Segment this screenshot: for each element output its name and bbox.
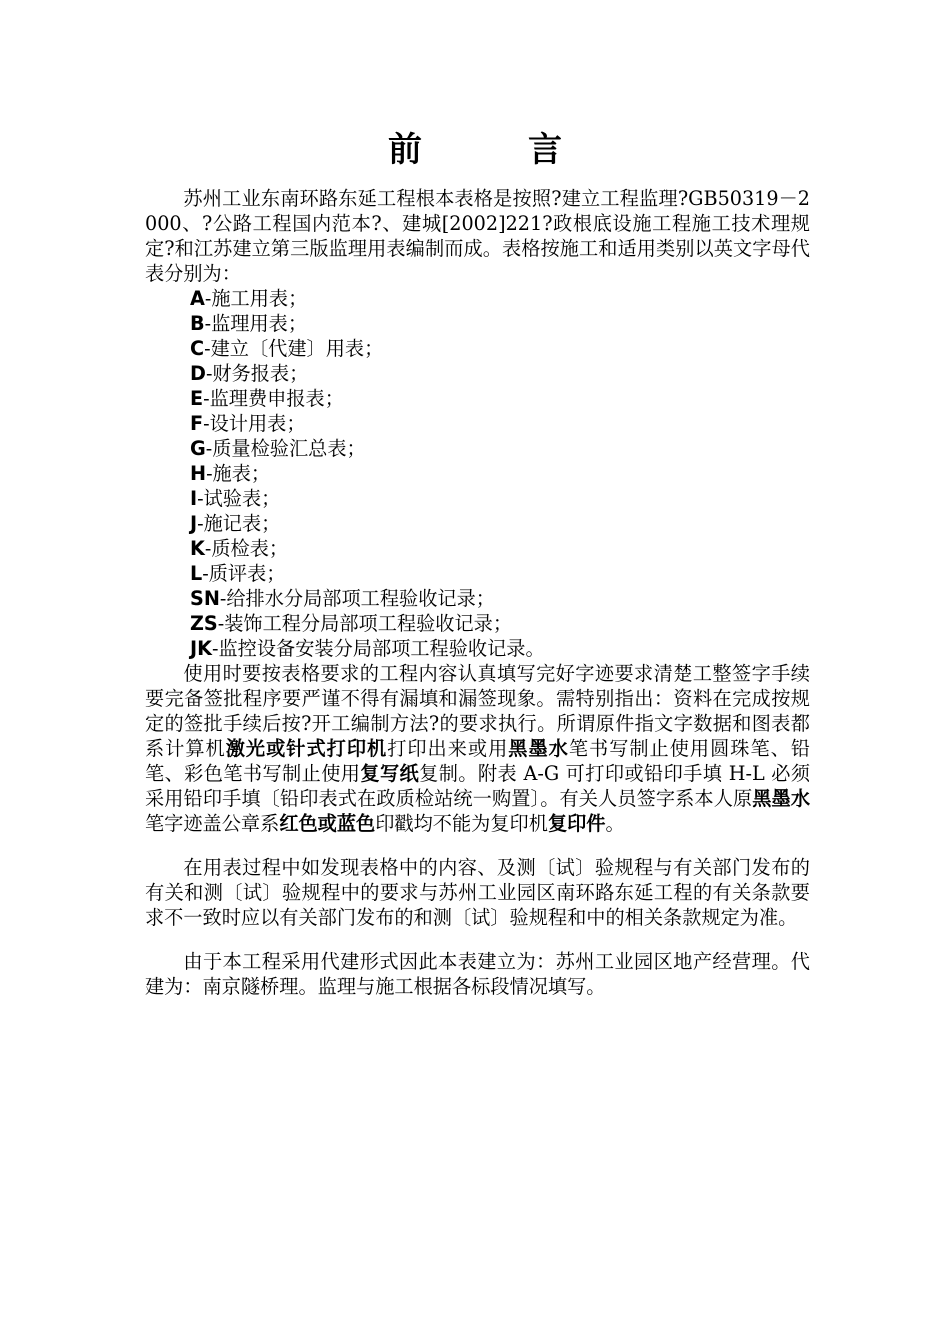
category-code: I [190, 487, 198, 510]
list-item [190, 536, 810, 561]
category-code: A [190, 287, 205, 310]
list-item [190, 461, 810, 486]
usage-text: 复制。附表 A-G 可打印或铅印手填 H-L 必须采用铅印手填〔铅印表式在政质检站统一购置〕。有关人员签字系本人原 [145, 762, 811, 810]
category-code: E [190, 387, 204, 410]
category-list [145, 286, 810, 661]
list-item [190, 586, 810, 611]
category-code: K [190, 537, 205, 560]
category-code: H [190, 462, 207, 485]
category-label: -施记表； [197, 512, 281, 535]
list-item [190, 286, 810, 311]
intro-paragraph: 苏州工业东南环路东延工程根本表格是按照?建立工程监理?GB50319－2000、?公路工程国内范本?、建城[2002]221?政根底设施工程施工技术理规定?和江苏建立第三版监理用表编制而成。表格按施工和适用类别以英文字母代表分别为： [145, 187, 810, 285]
usage-emphasis: 复印件 [547, 812, 606, 835]
list-item [190, 511, 810, 536]
category-code: G [190, 437, 206, 460]
category-code: C [190, 337, 205, 360]
list-item [190, 361, 810, 386]
category-code: JK [190, 637, 213, 660]
list-item [190, 386, 810, 411]
category-code: F [190, 412, 204, 435]
category-label: -施表； [206, 462, 271, 485]
category-label: -装饰工程分局部项工程验收记录； [217, 612, 513, 635]
category-code: SN [190, 587, 220, 610]
usage-emphasis: 黑墨水 [752, 787, 811, 810]
list-item [190, 636, 810, 661]
category-label: -施工用表； [204, 287, 308, 310]
category-label: -质量检验汇总表； [205, 437, 366, 460]
usage-emphasis: 复写纸 [360, 762, 420, 785]
list-item [190, 561, 810, 586]
category-label: -质评表； [202, 562, 286, 585]
category-label: -建立〔代建〕用表； [204, 337, 384, 360]
usage-text: 。 [605, 812, 625, 835]
list-item [190, 336, 810, 361]
category-label: -财务报表； [205, 362, 309, 385]
category-code: B [190, 312, 205, 335]
list-item [190, 486, 810, 511]
conflict-paragraph: 在用表过程中如发现表格中的内容、及测〔试〕验规程与有关部门发布的有关和测〔试〕验规程中的要求与苏州工业园区南环路东延工程的有关条款要求不一致时应以有关部门发布的和测〔试〕验规程和中的相关条款规定为准。 [145, 856, 810, 929]
usage-text: 使用时要按表格要求的工程内容认真填写完好字迹要求清楚工整签字手续要完备签批程序要严谨不得有漏填和漏签现象。需特别指出：资料在完成按规定的签批手续后按?开工编制方法?的要求执行。所谓原件指文字数据和图表都系计算机 [145, 662, 810, 760]
list-item [190, 411, 810, 436]
usage-emphasis: 红色或蓝色 [279, 812, 376, 835]
agency-paragraph: 由于本工程采用代建形式因此本表建立为：苏州工业园区地产经营理。代建为：南京隧桥理。监理与施工根据各标段情况填写。 [145, 950, 810, 998]
page-title: 前 言 [388, 130, 598, 170]
list-item [190, 436, 810, 461]
usage-emphasis: 黑墨水 [508, 737, 569, 760]
category-code: L [190, 562, 203, 585]
category-label: -监理用表； [204, 312, 308, 335]
usage-emphasis: 激光或针式打印机 [225, 737, 388, 760]
category-label: -设计用表； [203, 412, 306, 435]
usage-text: 笔书写制止使用圆珠笔、铅笔、彩色笔书写制止使用 [145, 737, 811, 785]
category-label: -监理费申报表； [203, 387, 344, 410]
category-code: ZS [190, 612, 218, 635]
list-item [190, 311, 810, 336]
usage-text: 印戳均不能为复印机 [375, 812, 548, 835]
category-label: -质检表； [204, 537, 289, 560]
category-label: -监控设备安装分局部项工程验收记录。 [212, 637, 545, 660]
list-item [190, 611, 810, 636]
usage-paragraph [145, 661, 810, 836]
document-body [145, 186, 810, 999]
category-label: -给排水分局部项工程验收记录； [219, 587, 495, 610]
category-code: D [190, 362, 206, 385]
category-code: J [190, 512, 198, 535]
usage-text: 笔字迹盖公章系 [145, 812, 280, 835]
usage-text: 打印出来或用 [387, 737, 509, 760]
category-label: -试验表； [197, 487, 281, 510]
